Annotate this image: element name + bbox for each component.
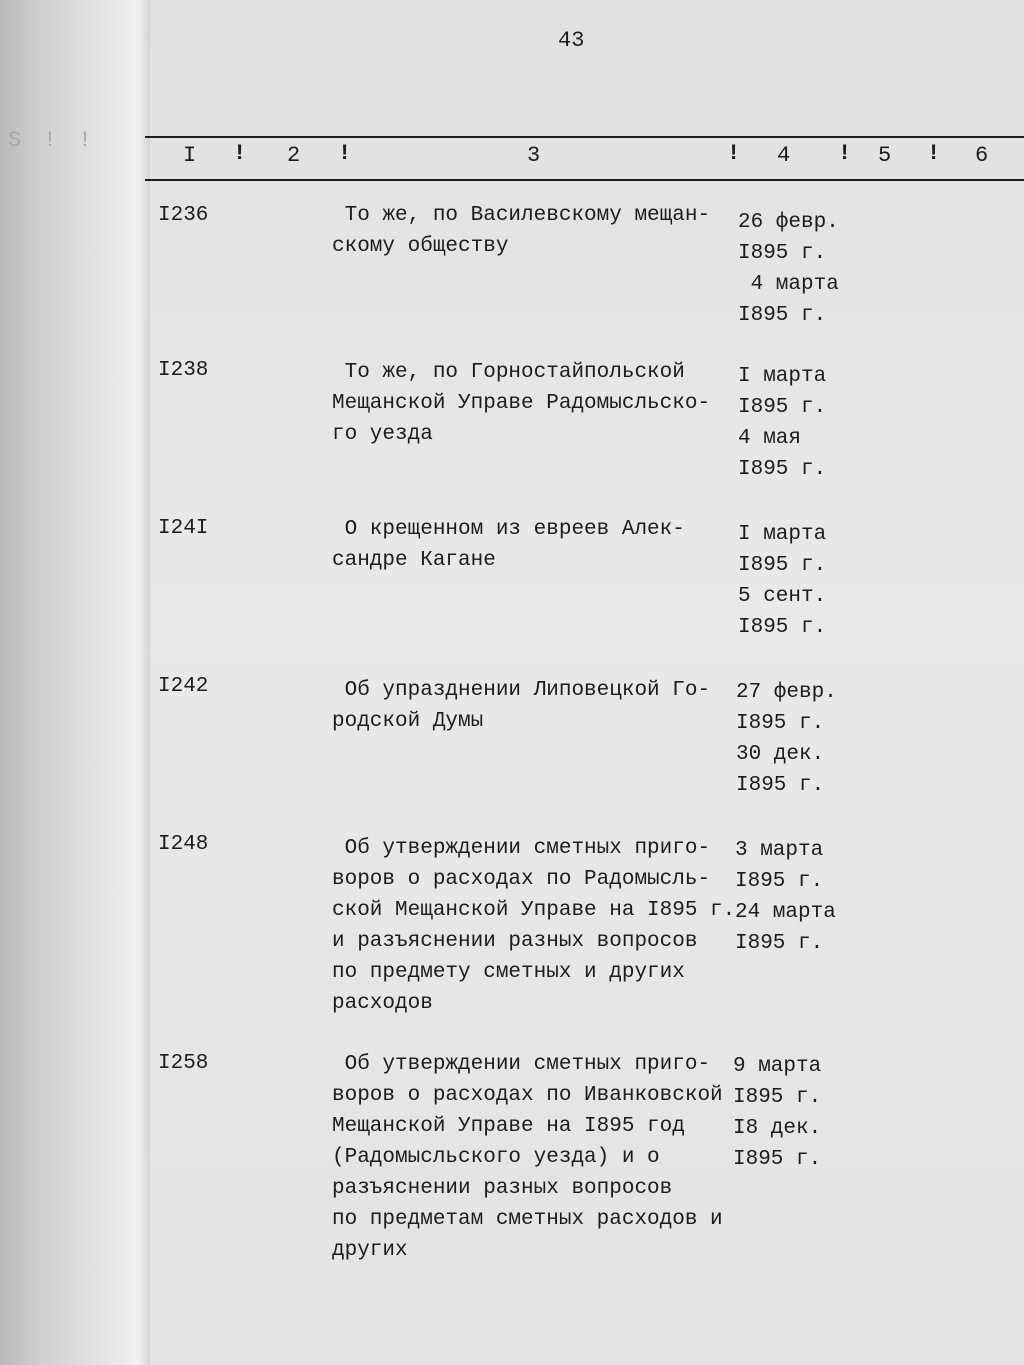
page-number: 43 [558,28,585,53]
entry-dates: I марта I895 г. 4 мая I895 г. [738,365,827,481]
column-header-6: 6 [975,143,989,168]
entry-dates: 27 февр. I895 г. 30 дек. I895 г. [736,681,837,797]
column-header-2: 2 [287,143,301,168]
entry-number: I242 [158,675,209,698]
entry-dates: 26 февр. I895 г. 4 марта I895 г. [738,211,839,327]
column-separator: ! [338,141,352,166]
column-separator: ! [838,141,852,166]
entry-title: Об утверждении сметных приго- воров о расходах по Иванковской Мещанской Управе на I895 год (Радомысльского уезда) и о разъяснении разных вопросов по предметам сметных расходов и других [332,1053,723,1262]
entry-dates: 3 марта I895 г. 24 марта I895 г. [735,839,836,955]
bleed-through-marks: S!! [8,128,114,153]
entry-dates: I марта I895 г. 5 сент. I895 г. [738,523,827,639]
entry-title: То же, по Горностайпольской Мещанской Управе Радомысльско- го уезда [332,361,711,446]
column-header-1: I [183,143,197,168]
column-header-5: 5 [878,143,892,168]
entry-number: I248 [158,833,209,856]
entry-dates: 9 марта I895 г. I8 дек. I895 г. [733,1055,822,1171]
column-separator: ! [927,141,941,166]
header-bottom-rule [145,179,1024,181]
column-header-3: 3 [527,143,541,168]
entry-title: То же, по Василевскому мещан- скому обществу [332,204,711,258]
entry-title: О крещенном из евреев Алек- сандре Кагане [332,518,685,572]
binding-fold [0,0,150,1365]
entry-title: Об упразднении Липовецкой Го- родской Думы [332,679,711,733]
entry-number: I258 [158,1052,209,1075]
header-top-rule [145,136,1024,138]
column-separator: ! [233,141,247,166]
entry-number: I238 [158,359,209,382]
column-header-4: 4 [777,143,791,168]
entry-number: I236 [158,204,209,227]
column-separator: ! [727,141,741,166]
entry-title: Об утверждении сметных приго- воров о расходах по Радомысль- ской Мещанской Управе на I895 г. и разъяснении разных вопросов по предмету сметных и других расходов [332,837,736,1015]
entry-number: I24I [158,517,209,540]
